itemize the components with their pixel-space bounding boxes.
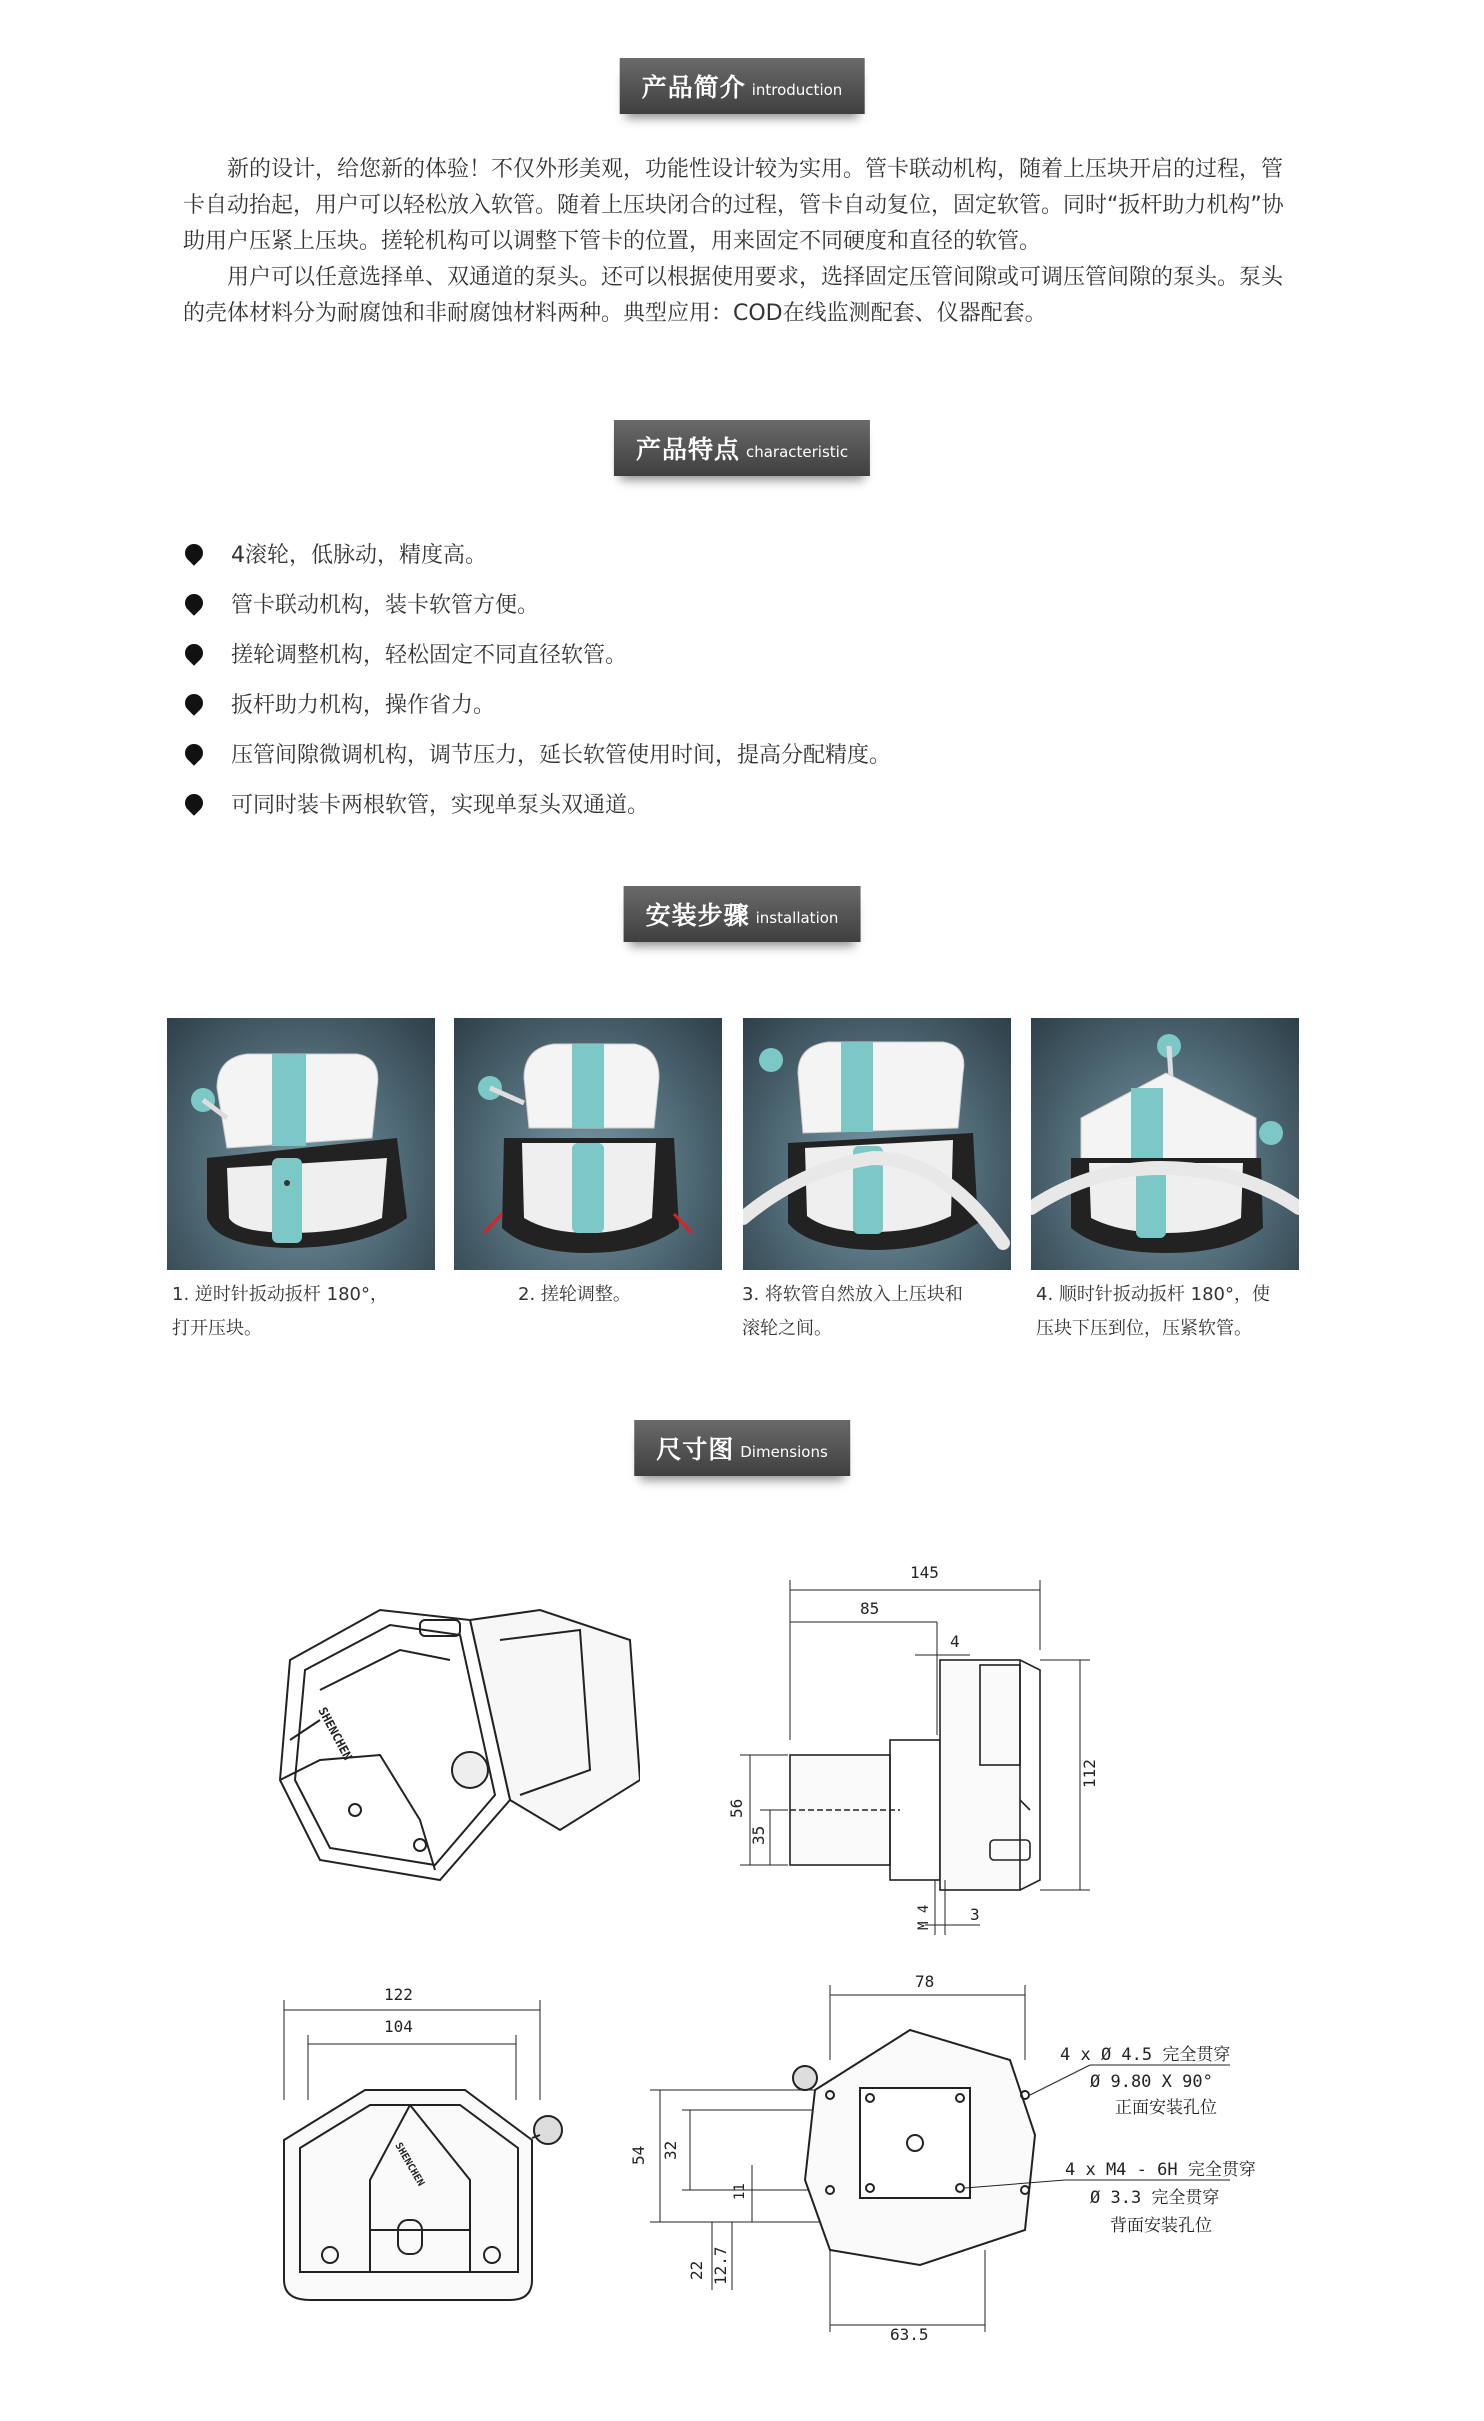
section-title-dimensions — [634, 1420, 850, 1476]
section-title-zh: 尺寸图 — [656, 1435, 735, 1464]
hole-spec-back-line2: Ø 3.3 完全贯穿 — [1090, 2188, 1220, 2208]
section-title-features — [614, 420, 870, 476]
feature-text: 压管间隙微调机构，调节压力，延长软管使用时间，提高分配精度。 — [231, 742, 892, 768]
section-title-zh: 产品简介 — [641, 73, 746, 102]
caption-line: 2. 搓轮调整。 — [518, 1284, 631, 1305]
hole-spec-back-line1: 4 x M4 - 6H 完全贯穿 — [1065, 2160, 1256, 2180]
feature-text: 搓轮调整机构，轻松固定不同直径软管。 — [231, 642, 628, 668]
dim-label-85: 85 — [860, 1599, 880, 1618]
intro-paragraph: 新的设计，给您新的体验！不仅外形美观，功能性设计较为实用。管卡联动机构，随着上压块开启的过程，管卡自动抬起，用户可以轻松放入软管。随着上压块闭合的过程，管卡自动复位，固定软管。同时“扳杆助力机构”协助用户压紧上压块。搓轮机构可以调整下管卡的位置，用来固定不同硬度和直径的软管。 — [183, 157, 1284, 254]
caption-line: 打开压块。 — [172, 1318, 262, 1339]
install-step-1-image — [167, 1018, 435, 1270]
bullet-icon — [183, 693, 209, 713]
feature-list — [183, 528, 891, 828]
hole-spec-front-line2: Ø 9.80 X 90° — [1090, 2072, 1213, 2092]
caption-line: 压块下压到位，压紧软管。 — [1036, 1318, 1252, 1339]
hole-spec-back-line3: 背面安装孔位 — [1110, 2216, 1212, 2236]
install-step-2-caption — [518, 1278, 631, 1312]
bullet-icon — [183, 743, 209, 763]
dim-label-3: 3 — [970, 1905, 980, 1924]
caption-line: 3. 将软管自然放入上压块和 — [742, 1284, 963, 1305]
section-title-zh: 安装步骤 — [645, 901, 750, 930]
bullet-icon — [183, 543, 209, 563]
caption-line: 1. 逆时针扳动扳杆 180°， — [172, 1284, 388, 1305]
section-title-en: introduction — [751, 81, 843, 99]
dim-label-32: 32 — [661, 2140, 680, 2160]
install-step-2-image — [454, 1018, 722, 1270]
bullet-icon — [183, 593, 209, 613]
section-title-en: characteristic — [745, 443, 849, 461]
feature-item — [183, 528, 891, 578]
install-step-4-caption — [1036, 1278, 1270, 1346]
dim-label-35: 35 — [749, 1825, 768, 1845]
feature-item — [183, 628, 891, 678]
hole-spec-front-line3: 正面安装孔位 — [1115, 2098, 1217, 2118]
install-step-3-caption — [742, 1278, 963, 1346]
intro-paragraph: 用户可以任意选择单、双通道的泵头。还可以根据使用要求，选择固定压管间隙或可调压管间隙的泵头。泵头的壳体材料分为耐腐蚀和非耐腐蚀材料两种。典型应用：COD在线监测配套、仪器配套。 — [183, 265, 1284, 326]
dim-label-104: 104 — [384, 2017, 413, 2036]
pump-side-view-drawing — [680, 1540, 1180, 1940]
dim-label-22: 22 — [687, 2260, 706, 2280]
dim-label-m4: M 4 — [916, 1904, 932, 1930]
dim-label-11: 11 — [732, 2183, 748, 2200]
dim-label-63-5: 63.5 — [890, 2325, 929, 2340]
dim-label-112: 112 — [1080, 1759, 1099, 1788]
feature-text: 可同时装卡两根软管，实现单泵头双通道。 — [231, 792, 650, 818]
section-title-install — [624, 886, 861, 942]
feature-item — [183, 678, 891, 728]
section-title-en: installation — [755, 909, 839, 927]
dim-label-56: 56 — [727, 1798, 746, 1818]
install-step-3-image — [743, 1018, 1011, 1270]
brand-label: SHENCHEN — [392, 2141, 427, 2189]
section-title-intro — [620, 58, 865, 114]
install-step-1-caption — [172, 1278, 388, 1346]
feature-text: 扳杆助力机构，操作省力。 — [231, 692, 496, 718]
section-title-en: Dimensions — [740, 1443, 828, 1461]
intro-text — [183, 152, 1303, 332]
dim-label-4: 4 — [950, 1632, 960, 1651]
dim-label-54: 54 — [629, 2145, 648, 2165]
section-title-zh: 产品特点 — [635, 435, 740, 464]
hole-spec-front-line1: 4 x Ø 4.5 完全贯穿 — [1060, 2045, 1231, 2065]
bullet-icon — [183, 643, 209, 663]
caption-line: 4. 顺时针扳动扳杆 180°，使 — [1036, 1284, 1270, 1305]
dim-label-12-7: 12.7 — [711, 2246, 730, 2285]
bullet-icon — [183, 793, 209, 813]
dim-label-122: 122 — [384, 1985, 413, 2004]
feature-item — [183, 778, 891, 828]
pump-isometric-drawing — [260, 1580, 640, 1900]
brand-label: SHENCHEN — [315, 1704, 355, 1763]
dim-label-78: 78 — [915, 1972, 935, 1991]
pump-back-view-drawing — [620, 1960, 1260, 2340]
install-step-4-image — [1031, 1018, 1299, 1270]
feature-text: 4滚轮，低脉动，精度高。 — [231, 542, 487, 568]
pump-front-view-drawing — [270, 1980, 570, 2310]
feature-item — [183, 728, 891, 778]
feature-item — [183, 578, 891, 628]
dim-label-145: 145 — [910, 1563, 939, 1582]
caption-line: 滚轮之间。 — [742, 1318, 832, 1339]
feature-text: 管卡联动机构，装卡软管方便。 — [231, 592, 540, 618]
